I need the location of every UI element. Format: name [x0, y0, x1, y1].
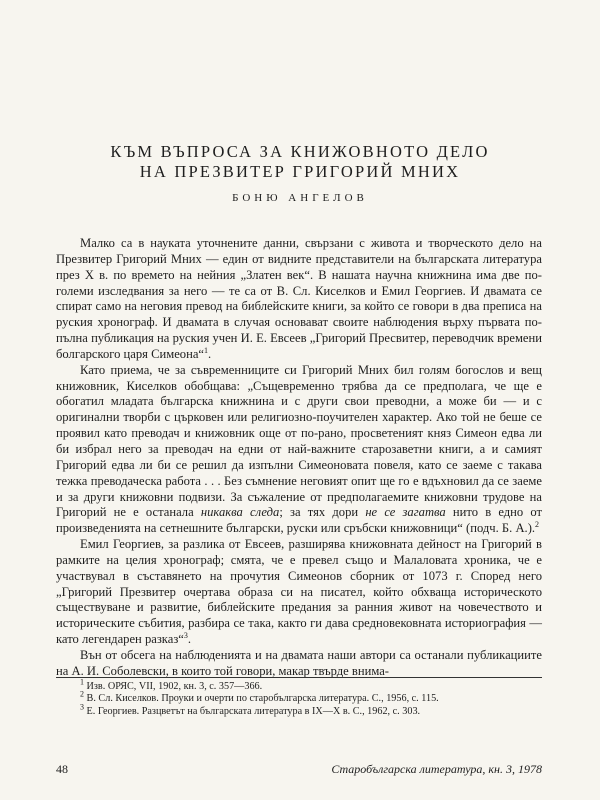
- footnote-ref-2: 2: [535, 520, 540, 529]
- title-line-1: КЪМ ВЪПРОСА ЗА КНИЖОВНОТО ДЕЛО: [110, 142, 490, 161]
- footnote-3: $^3$ Е. Георгиев. Разцветът на българската литература в IX—X в. С., 1962, с. 303.: [80, 702, 421, 717]
- paragraph-2: Като приема, че за съвременниците си Григорий Мних бил голям богослов и вещ книжовник, Киселков обобщава: „Същевременно трябва да се предполага, че ще е обогатил младата българска книжнина и с други свои преводни, а може би — и с оригинални творби с църковен или религиозно-поучителен характер. Ако той не беше се проявил като преводач и книжовник още от по-рано, просветеният княз Симеон едва ли би избрал него за преводач на едни от най-важните старозаветни книги, а и самият Григорий едва ли би се решил да изпълни Симеоновата повеля, като се заеме с такава тежка преводаческа работа . . . Без съмнение неговият опит ще го е вдъхновил да се заеме и за други книжовни подвизи. За съжаление от предполагаемите книжовни трудове на Григорий не е останала никаква следа; за тях дори не се загатва нито в едно от произведенията на сетнешните български, руски или сръбски книжовници“ (подч. Б. А.).$^2$: [56, 362, 542, 536]
- journal-reference: Старобългарска литература, кн. 3, 1978: [331, 762, 542, 776]
- title-line-2: НА ПРЕЗВИТЕР ГРИГОРИЙ МНИХ: [139, 162, 461, 181]
- page-footer: [56, 762, 542, 777]
- article-title: [0, 142, 600, 182]
- paragraph-3: Емил Георгиев, за разлика от Евсеев, разширява книжовната дейност на Григорий в рамките на целия хронограф; смята, че е превел също и Малаловата хроника, че е участвувал в съставянето на прочутия Симеонов сборник от 1073 г. Според него „Григорий Презвитер очертава образа си на писател, който обхваща историческото съществуване и развитие, библейските предания за ранния живот на човечеството и историческите събития, разбира се така, както ги дава средновековната историография — като легендарен разказ“$^3$.: [56, 537, 542, 647]
- footnote-ref-1: 1: [204, 345, 209, 355]
- footnote-1: $^1$ Изв. ОРЯС, VII, 1902, кн. 3, с. 357—366.: [80, 677, 263, 692]
- article-body: [56, 236, 542, 680]
- footnotes: [56, 677, 542, 718]
- paragraph-1: Малко са в науката уточнените данни, свързани с живота и творческото дело на Презвитер Григорий Мних — един от видните представители на българската литература през X в. по времето на нейния „Златен век“. В нашата научна книжнина има две по-големи изследвания за него — те са от В. Сл. Киселков и Емил Георгиев. И двамата се спират само на неговия превод на библейските книги, за който се говори в два преписа на руския хронограф. И двамата в случая основават своите наблюдения върху първата по-пълна публикация на руския учен И. Е. Евсеев „Григорий Пресвитер, переводчик времени болгарского царя Симеона“$^1$.: [56, 236, 542, 361]
- footnote-2: $^2$ В. Сл. Киселков. Проуки и очерти по старобългарска литература. С., 1956, с. 115.: [80, 690, 439, 705]
- author-name: БОНЮ АНГЕЛОВ: [232, 192, 368, 204]
- page-number: 48: [56, 762, 68, 776]
- paragraph-4: Вън от обсега на наблюденията и на двамата наши автори са останали публикациите на А. И. Соболевски, в които той говори, макар твърде внима-: [56, 647, 542, 678]
- footnote-ref-3: 3: [183, 630, 188, 640]
- emphasis-2: не се загатва: [365, 505, 446, 520]
- emphasis-1: никаква следа: [200, 505, 280, 520]
